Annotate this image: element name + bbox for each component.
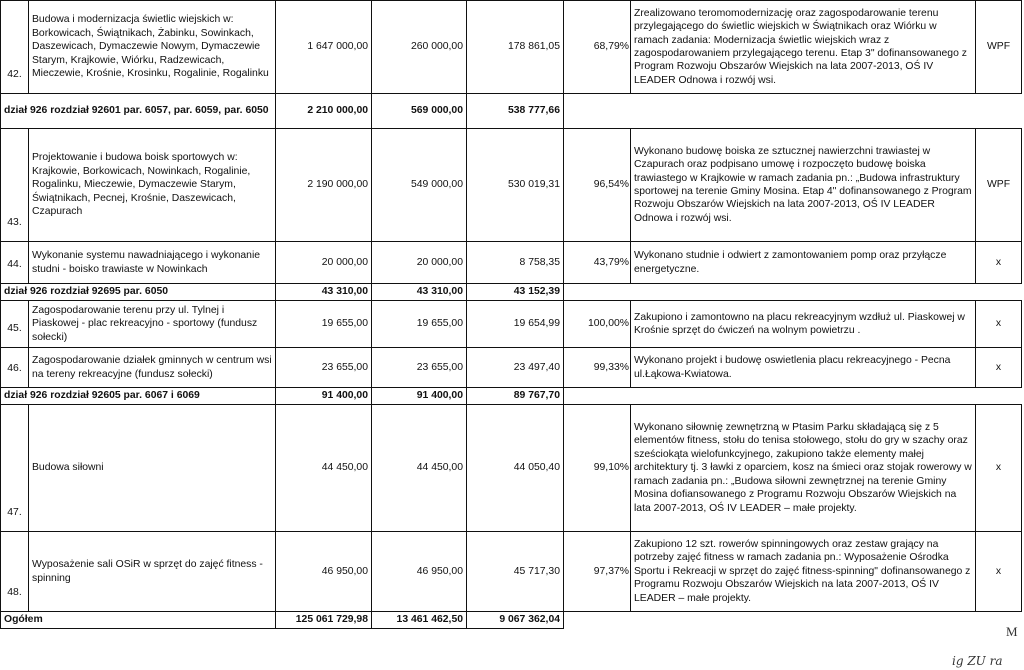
- total-label: Ogółem: [1, 612, 276, 629]
- amended-amount: 23 655,00: [372, 348, 467, 388]
- amended-amount: 46 950,00: [372, 532, 467, 612]
- execution-description: Wykonano studnie i odwiert z zamontowaniem pomp oraz przyłącze energetyczne.: [631, 242, 976, 284]
- section-empty: [564, 94, 1022, 129]
- total-empty: [564, 612, 1022, 629]
- row-number: 46.: [1, 348, 29, 388]
- task-name: Budowa siłowni: [29, 405, 276, 532]
- planned-amount: 23 655,00: [276, 348, 372, 388]
- section-label: dział 926 rozdział 92601 par. 6057, par. 6059, par. 6050: [1, 94, 276, 129]
- executed-amount: 178 861,05: [467, 1, 564, 94]
- execution-percent: 68,79%: [564, 1, 631, 94]
- row-number: 48.: [1, 532, 29, 612]
- executed-amount: 44 050,40: [467, 405, 564, 532]
- section-row: [1, 94, 1022, 129]
- amended-amount: 19 655,00: [372, 301, 467, 348]
- execution-percent: 99,33%: [564, 348, 631, 388]
- table-row: [1, 242, 1022, 284]
- funding-source: x: [976, 532, 1022, 612]
- execution-percent: 100,00%: [564, 301, 631, 348]
- planned-amount: 44 450,00: [276, 405, 372, 532]
- task-name: Zagospodarowanie terenu przy ul. Tylnej i Piaskowej - plac rekreacyjno - sportowy (fundusz sołecki): [29, 301, 276, 348]
- table-row: [1, 129, 1022, 242]
- execution-description: Zakupiono i zamontowno na placu rekreacyjnym wzdłuż ul. Piaskowej w Krośnie sprzęt do ćwiczeń na wolnym powietrzu .: [631, 301, 976, 348]
- handwritten-marks: [952, 624, 1024, 670]
- execution-description: Zakupiono 12 szt. rowerów spinningowych oraz zestaw grający na potrzeby zajęć fitness w ramach zadania pn.: Wyposażenie Ośrodka Sportu i Rekreacji w sprzęt do zajęć fitness-spinning" dofinansowanego z Programu Rozwoju Obszarów Wiejskich na lata 2007-2013, OŚ IV LEADER – małe projekty.: [631, 532, 976, 612]
- execution-percent: 96,54%: [564, 129, 631, 242]
- execution-description: Zrealizowano teromomodernizację oraz zagospodarowanie terenu przylegającego do świetlic wiejskich w Świątnikach oraz Wiórku w ramach zadania: Modernizacja świetlic wiejskich wraz z zagospodarowaniem przylegającego terenu. Etap 3" dofinansowanego z Program Rozwoju Obszarów Wiejskich na lata 2007-2013, OŚ IV LEADER Odnowa i rozwój wsi.: [631, 1, 976, 94]
- planned-amount: 46 950,00: [276, 532, 372, 612]
- planned-amount: 20 000,00: [276, 242, 372, 284]
- amended-amount: 260 000,00: [372, 1, 467, 94]
- table-row: [1, 405, 1022, 532]
- section-label: dział 926 rozdział 92695 par. 6050: [1, 284, 276, 301]
- total-amended: 13 461 462,50: [372, 612, 467, 629]
- section-executed: 43 152,39: [467, 284, 564, 301]
- corner-letter: M: [1006, 624, 1018, 639]
- task-name: Zagospodarowanie działek gminnych w centrum wsi na tereny rekreacyjne (fundusz sołecki): [29, 348, 276, 388]
- section-amended: 91 400,00: [372, 388, 467, 405]
- row-number: 45.: [1, 301, 29, 348]
- task-name: Wykonanie systemu nawadniającego i wykonanie studni - boisko trawiaste w Nowinkach: [29, 242, 276, 284]
- funding-source: x: [976, 405, 1022, 532]
- section-empty: [564, 388, 1022, 405]
- table-row: [1, 532, 1022, 612]
- table-row: [1, 301, 1022, 348]
- total-row: [1, 612, 1022, 629]
- amended-amount: 549 000,00: [372, 129, 467, 242]
- planned-amount: 1 647 000,00: [276, 1, 372, 94]
- executed-amount: 45 717,30: [467, 532, 564, 612]
- section-row: [1, 284, 1022, 301]
- section-row: [1, 388, 1022, 405]
- amended-amount: 20 000,00: [372, 242, 467, 284]
- executed-amount: 19 654,99: [467, 301, 564, 348]
- execution-percent: 43,79%: [564, 242, 631, 284]
- section-amended: 43 310,00: [372, 284, 467, 301]
- section-planned: 91 400,00: [276, 388, 372, 405]
- section-label: dział 926 rozdział 92605 par. 6067 i 6069: [1, 388, 276, 405]
- table-body: [1, 1, 1022, 629]
- row-number: 44.: [1, 242, 29, 284]
- total-planned: 125 061 729,98: [276, 612, 372, 629]
- funding-source: WPF: [976, 1, 1022, 94]
- row-number: 43.: [1, 129, 29, 242]
- execution-description: Wykonano siłownię zewnętrzną w Ptasim Parku składającą się z 5 elementów fitness, stołu do tenisa stołowego, stołu do gry w szachy oraz sześciokąta wielofunkcyjnego, zakupiono także elementy małej architektury tj. 3 ławki z oparciem, kosz na śmieci oraz stojak rowerowy w ramach zadania pn.: „Budowa siłowni zewnętrznej na terenie Gminy Mosina dofiansowanego z Programu Rozwoju Obszarów Wiejskich na lata 2007-2013, OŚ IV LEADER – małe projekty.: [631, 405, 976, 532]
- execution-description: Wykonano budowę boiska ze sztucznej nawierzchni trawiastej w Czapurach oraz podpisano umowę i rozpoczęto budowę boiska trawiastego w Krajkowie w ramach zadania pn.: „Budowa infrastruktury sportowej na terenie Gminy Mosina. Etap 4" dofinansowanego z Program Rozwoju Obszarów Wiejskich na lata 2007-2013, OŚ IV LEADER Odnowa i rozwój wsi.: [631, 129, 976, 242]
- funding-source: x: [976, 348, 1022, 388]
- executed-amount: 530 019,31: [467, 129, 564, 242]
- task-name: Projektowanie i budowa boisk sportowych w: Krajkowie, Borkowicach, Nowinkach, Rogalinie, Rogalinku, Mieczewie, Dymaczewie Starym, Świątnikach, Pecnej, Krośnie, Daszewicach, Czapurach: [29, 129, 276, 242]
- section-planned: 43 310,00: [276, 284, 372, 301]
- execution-description: Wykonano projekt i budowę oswietlenia placu rekreacyjnego - Pecna ul.Łąkowa-Kwiatowa.: [631, 348, 976, 388]
- execution-percent: 97,37%: [564, 532, 631, 612]
- planned-amount: 2 190 000,00: [276, 129, 372, 242]
- amended-amount: 44 450,00: [372, 405, 467, 532]
- executed-amount: 8 758,35: [467, 242, 564, 284]
- task-name: Wyposażenie sali OSiR w sprzęt do zajęć fitness - spinning: [29, 532, 276, 612]
- section-planned: 2 210 000,00: [276, 94, 372, 129]
- table-row: [1, 348, 1022, 388]
- executed-amount: 23 497,40: [467, 348, 564, 388]
- section-executed: 538 777,66: [467, 94, 564, 129]
- funding-source: WPF: [976, 129, 1022, 242]
- funding-source: x: [976, 301, 1022, 348]
- table-row: [1, 1, 1022, 94]
- execution-percent: 99,10%: [564, 405, 631, 532]
- row-number: 47.: [1, 405, 29, 532]
- section-amended: 569 000,00: [372, 94, 467, 129]
- row-number: 42.: [1, 1, 29, 94]
- task-name: Budowa i modernizacja świetlic wiejskich w: Borkowicach, Świątnikach, Żabinku, Sowinkach, Daszewicach, Dymaczewie Nowym, Dymaczewie Starym, Krajkowie, Wiórku, Radzewicach, Mieczewie, Krośnie, Krosinku, Rogalinie, Rogalinku: [29, 1, 276, 94]
- total-executed: 9 067 362,04: [467, 612, 564, 629]
- signature-scribble: ig ZU ra: [952, 654, 1003, 668]
- planned-amount: 19 655,00: [276, 301, 372, 348]
- funding-source: x: [976, 242, 1022, 284]
- section-executed: 89 767,70: [467, 388, 564, 405]
- section-empty: [564, 284, 1022, 301]
